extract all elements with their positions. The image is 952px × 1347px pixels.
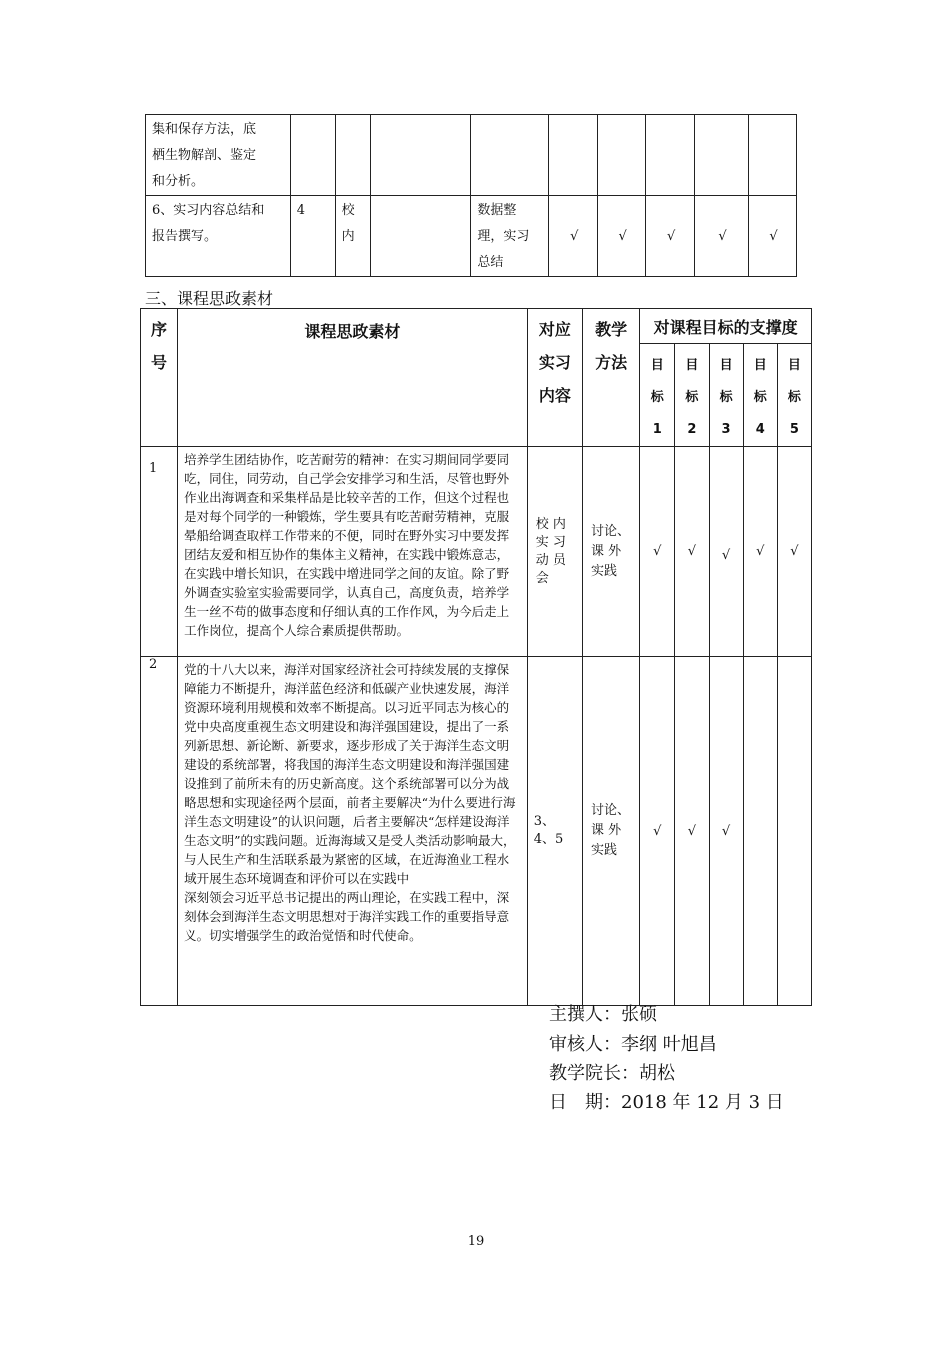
goal-header: 目 标 5 [777,344,811,447]
date-line: 日 期：2018 年 12 月 3 日 [549,1092,784,1113]
goal-mark-cell: √ [777,447,811,657]
text-line: 报告撰写。 [152,229,218,244]
goal-header: 目 标 2 [675,344,709,447]
empty-cell [370,115,471,196]
goal-mark-cell: √ [640,447,675,657]
content-header: 对应 实习 内容 [527,309,582,447]
text-line: 集和保存方法，底 [152,122,257,137]
method-cell: 讨论、课 外实践 [582,657,639,1006]
method-cell: 讨论、课 外实践 [582,447,639,657]
author-line: 主撰人：张硕 [549,1004,657,1025]
seq-cell: 2 [141,657,178,1006]
place-cell: 校 内 [335,196,370,277]
goal-mark-cell: √ [675,657,709,1006]
goal-header: 目 标 1 [640,344,675,447]
table-row [141,657,812,1006]
goal-mark-cell: √ [640,657,675,1006]
seq-header: 序 号 [141,309,178,447]
goal-mark-cell: √ [549,196,598,277]
goal-mark-cell: √ [695,196,749,277]
page-number: 19 [467,1234,485,1249]
place-cell [335,115,370,196]
goal-header: 目 标 3 [709,344,743,447]
method-cell [471,115,549,196]
goal-mark-cell: √ [675,447,709,657]
goal-header: 目 标 4 [743,344,777,447]
goal-mark-cell: √ [709,447,743,657]
material-cell: 党的十八大以来，海洋对国家经济社会可持续发展的支撑保障能力不断提升，海洋蓝色经济和低碳产业快速发展，海洋资源环境利用规模和效率不断提高。以习近平同志为核心的党中央高度重视生态文明建设和海洋强国建设，提出了一系列新思想、新论断、新要求，逐步形成了关于海洋生态文明建设的系统部署，将我国的海洋生态文明建设和海洋强国建设推到了前所未有的历史新高度。这个系统部署可以分为战略思想和实现途径两个层面，前者主要解决“为什么要进行海洋生态文明建设”的认识问题，后者主要解决“怎样建设海洋生态文明”的实践问题。近海海域又是受人类活动影响最大，与人民生产和生活联系最为紧密的区域，在近海渔业工程水域开展生态环境调查和评价可以在实践中 深刻领会习近平总书记提出的两山理论，在实践工程中，深刻体会到海洋生态文明思想对于海洋实践工作的重要指导意义。切实增强学生的政治觉悟和时代使命。 [178,657,528,1006]
method-cell [471,196,549,277]
text-line: 栖生物解剖、鉴定 [152,148,257,163]
text-line: 6、实习内容总结和 [152,203,265,218]
practice-content-table [145,114,797,277]
seq-cell: 1 [141,447,178,657]
content-cell: 校 内实 习动 员会 [527,447,582,657]
hours-cell: 4 [290,196,335,277]
hours-cell [290,115,335,196]
goal-mark-cell [748,115,796,196]
practice-content-cell [146,115,291,196]
text-line: 数据整 [477,203,517,218]
goal-mark-cell: √ [709,657,743,1006]
reviewer-line: 审核人：李纲 叶旭昌 [549,1034,717,1055]
goal-mark-cell: √ [743,447,777,657]
empty-cell [370,196,471,277]
text-line: 总结 [477,255,504,270]
goal-mark-cell [743,657,777,1006]
material-cell: 培养学生团结协作，吃苦耐劳的精神：在实习期间同学要同吃，同住，同劳动，自己学会安排学习和生活，尽管也野外作业出海调查和采集样品是比较辛苦的工作，但这个过程也是对每个同学的一种锻炼，学生要具有吃苦耐劳精神，克服晕船给调查取样工作带来的不便，同时在野外实习中要发挥团结友爱和相互协作的集体主义精神，在实践中锻炼意志，在实践中增长知识，在实践中增进同学之间的友谊。除了野外调查实验室实验需要同学，认真自己，高度负责，培养学生一丝不苟的做事态度和仔细认真的工作作风，为今后走上工作岗位，提高个人综合素质提供帮助。 [178,447,528,657]
table-row [146,115,797,196]
goal-mark-cell: √ [748,196,796,277]
content-cell: 3、4、5 [527,657,582,1006]
support-header: 对课程目标的支撑度 [640,309,812,344]
section-title: 三、课程思政素材 [145,289,274,308]
goal-mark-cell [777,657,811,1006]
method-header: 教学 方法 [582,309,639,447]
goal-mark-cell [598,115,646,196]
header-row [141,309,812,344]
table-row [146,196,797,277]
goal-mark-cell: √ [598,196,646,277]
material-header: 课程思政素材 [178,309,528,447]
table-row [141,447,812,657]
dean-line: 教学院长：胡松 [549,1063,675,1084]
practice-content-cell [146,196,291,277]
goal-mark-cell: √ [646,196,695,277]
text-line: 理，实习 [477,229,530,244]
goal-mark-cell [549,115,598,196]
text-line: 和分析。 [152,174,205,189]
ideology-material-table [140,308,812,1006]
goal-mark-cell [646,115,695,196]
goal-mark-cell [695,115,749,196]
